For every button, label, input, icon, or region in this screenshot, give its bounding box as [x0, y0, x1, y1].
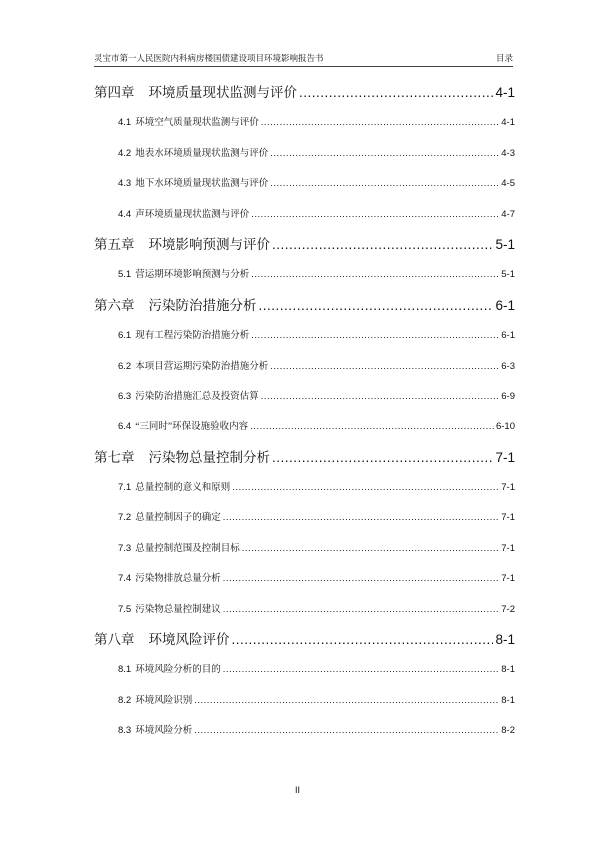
toc-dot-leader	[270, 139, 499, 169]
toc-dot-leader	[223, 655, 500, 685]
toc-entry-page: 7-1	[495, 449, 515, 465]
toc-entry-title: 环境影响预测与评价	[148, 236, 270, 252]
toc-entry-page: 4-3	[501, 147, 515, 159]
toc-dot-leader	[270, 169, 499, 199]
toc-entry-page: 6-10	[495, 421, 515, 433]
toc-entry-title: 地下水环境质量现状监测与评价	[135, 179, 269, 190]
toc-entry-number: 6.4	[118, 421, 132, 433]
toc-entry-title: 现有工程污染防治措施分析	[135, 331, 250, 342]
toc-entry-number: 第七章	[94, 449, 135, 465]
toc-entry-page: 7-1	[501, 542, 515, 554]
toc-dot-leader	[194, 716, 499, 746]
toc-entry-title: “三同时”环保设施验收内容	[135, 422, 249, 433]
toc-entry-number: 第五章	[94, 236, 135, 252]
toc-section-entry[interactable]	[94, 321, 515, 351]
toc-entry-title: 污染物总量控制分析	[148, 449, 270, 465]
toc-entry-number: 4.4	[118, 208, 132, 220]
toc-entry-number: 6.2	[118, 360, 132, 372]
toc-section-entry[interactable]	[94, 260, 515, 290]
toc-chapter-entry[interactable]	[94, 291, 515, 321]
toc-entry-number: 8.1	[118, 664, 132, 676]
toc-entry-title: 污染防治措施分析	[148, 297, 257, 313]
toc-entry-number: 7.3	[118, 542, 132, 554]
toc-dot-leader	[272, 230, 493, 260]
toc-entry-title: 声环境质量现状监测与评价	[135, 209, 250, 220]
toc-chapter-entry[interactable]	[94, 230, 515, 260]
toc-dot-leader	[223, 503, 500, 533]
toc-section-entry[interactable]	[94, 200, 515, 230]
table-of-contents	[94, 78, 515, 747]
toc-entry-page: 7-1	[501, 512, 515, 524]
document-title: 灵宝市第一人民医院内科病房楼国债建设项目环境影响报告书	[94, 53, 324, 63]
toc-entry-number: 7.2	[118, 512, 132, 524]
toc-chapter-entry[interactable]	[94, 625, 515, 655]
toc-entry-number: 5.1	[118, 269, 132, 281]
toc-entry-number: 第四章	[94, 85, 135, 100]
section-label: 目录	[495, 53, 513, 63]
toc-section-entry[interactable]	[94, 352, 515, 382]
toc-dot-leader	[251, 260, 499, 290]
toc-section-entry[interactable]	[94, 564, 515, 594]
toc-entry-title: 总量控制因子的确定	[135, 513, 221, 524]
toc-entry-number: 7.1	[118, 482, 132, 494]
toc-dot-leader	[223, 564, 500, 594]
toc-dot-leader	[194, 686, 499, 716]
toc-section-entry[interactable]	[94, 139, 515, 169]
toc-dot-leader	[251, 321, 499, 351]
page-number: II	[294, 785, 300, 795]
toc-entry-page: 4-1	[501, 117, 515, 129]
toc-section-entry[interactable]	[94, 108, 515, 138]
toc-entry-number: 第八章	[94, 632, 135, 648]
toc-entry-page: 8-1	[501, 664, 515, 676]
toc-entry-page: 6-3	[501, 360, 515, 372]
toc-dot-leader	[270, 352, 499, 382]
toc-entry-page: 7-1	[501, 573, 515, 585]
toc-chapter-entry[interactable]	[94, 443, 515, 473]
toc-entry-number: 4.1	[118, 117, 132, 129]
toc-section-entry[interactable]	[94, 503, 515, 533]
toc-entry-title: 营运期环境影响预测与分析	[135, 270, 250, 281]
toc-entry-number: 4.2	[118, 147, 132, 159]
toc-dot-leader	[232, 625, 494, 655]
toc-entry-number: 第六章	[94, 297, 135, 313]
toc-section-entry[interactable]	[94, 595, 515, 625]
toc-entry-title: 环境风险识别	[135, 695, 193, 706]
toc-entry-number: 8.2	[118, 694, 132, 706]
toc-dot-leader	[299, 78, 493, 108]
toc-entry-title: 环境风险分析	[135, 726, 193, 737]
toc-dot-leader	[272, 443, 493, 473]
toc-section-entry[interactable]	[94, 534, 515, 564]
header-rule	[94, 66, 513, 67]
toc-entry-title: 环境质量现状监测与评价	[148, 85, 297, 100]
toc-chapter-entry[interactable]	[94, 78, 515, 108]
toc-dot-leader	[251, 200, 499, 230]
toc-section-entry[interactable]	[94, 686, 515, 716]
toc-dot-leader	[259, 291, 494, 321]
toc-entry-title: 环境风险分析的目的	[135, 665, 221, 676]
toc-entry-page: 8-2	[501, 725, 515, 737]
toc-entry-title: 环境风险评价	[148, 632, 230, 648]
toc-dot-leader	[223, 595, 500, 625]
toc-entry-title: 污染防治措施汇总及投资估算	[135, 391, 259, 402]
toc-section-entry[interactable]	[94, 169, 515, 199]
toc-entry-page: 8-1	[501, 694, 515, 706]
toc-section-entry[interactable]	[94, 412, 515, 442]
toc-entry-page: 4-1	[495, 85, 515, 100]
toc-entry-page: 6-9	[501, 390, 515, 402]
toc-dot-leader	[250, 412, 494, 442]
toc-entry-page: 7-2	[501, 603, 515, 615]
toc-entry-page: 5-1	[501, 269, 515, 281]
toc-entry-title: 污染物总量控制建议	[135, 604, 221, 615]
page-header	[94, 52, 513, 66]
toc-section-entry[interactable]	[94, 382, 515, 412]
toc-entry-title: 总量控制的意义和原则	[135, 483, 231, 494]
toc-section-entry[interactable]	[94, 716, 515, 746]
toc-entry-title: 环境空气质量现状监测与评价	[135, 118, 259, 129]
toc-entry-page: 6-1	[501, 330, 515, 342]
toc-entry-page: 7-1	[501, 482, 515, 494]
toc-dot-leader	[242, 534, 500, 564]
toc-entry-title: 污染物排放总量分析	[135, 574, 221, 585]
toc-entry-number: 7.5	[118, 603, 132, 615]
toc-dot-leader	[261, 382, 500, 412]
toc-entry-page: 5-1	[495, 236, 515, 252]
toc-entry-title: 本项目营运期污染防治措施分析	[135, 361, 269, 372]
toc-section-entry[interactable]	[94, 473, 515, 503]
toc-entry-number: 6.3	[118, 390, 132, 402]
toc-entry-title: 地表水环境质量现状监测与评价	[135, 148, 269, 159]
toc-entry-page: 8-1	[495, 632, 515, 648]
toc-entry-title: 总量控制范围及控制目标	[135, 543, 240, 554]
toc-entry-number: 8.3	[118, 725, 132, 737]
toc-entry-number: 4.3	[118, 178, 132, 190]
toc-entry-page: 6-1	[495, 297, 515, 313]
toc-section-entry[interactable]	[94, 655, 515, 685]
toc-entry-number: 7.4	[118, 573, 132, 585]
toc-dot-leader	[232, 473, 499, 503]
toc-entry-page: 4-7	[501, 208, 515, 220]
toc-entry-page: 4-5	[501, 178, 515, 190]
toc-dot-leader	[261, 108, 500, 138]
toc-entry-number: 6.1	[118, 330, 132, 342]
